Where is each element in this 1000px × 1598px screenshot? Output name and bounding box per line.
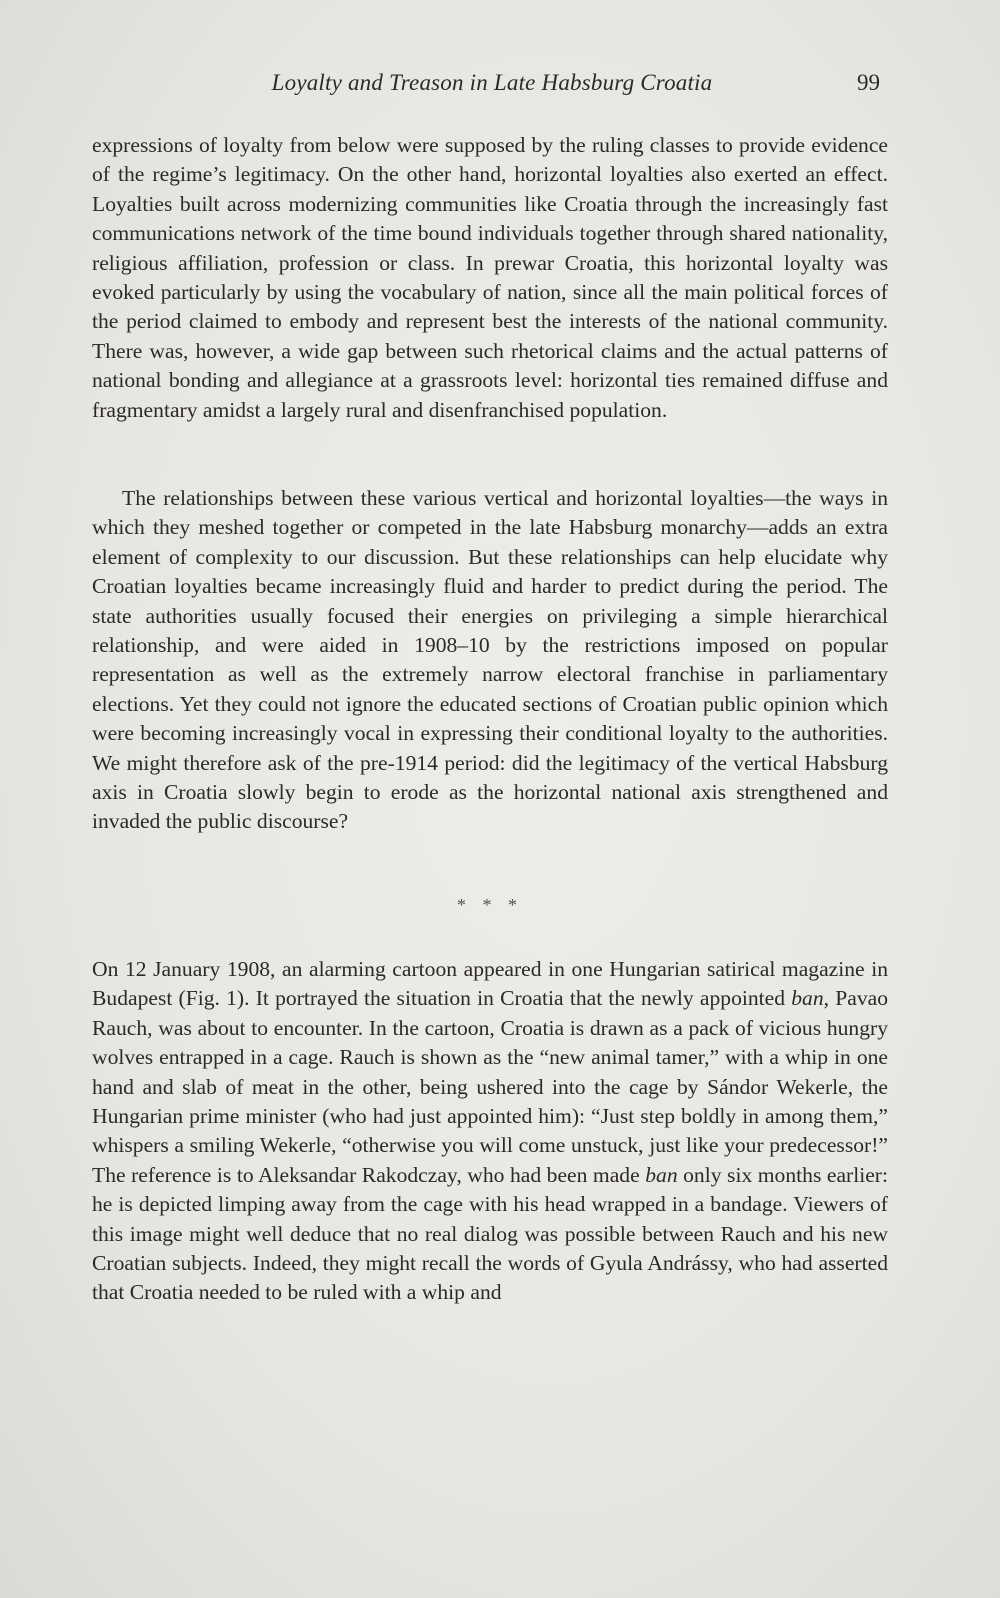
paragraph-3-part-c: , Pavao Rauch, was about to encounter. In the cartoon, Croatia is drawn as a pack of vicious hungry wolves entrapped in a cage. Rauch is shown as the “new animal tamer,” with a whip in one hand and slab of meat in the other, being ushered into the cage by Sándor Wekerle, the Hungarian prime minister (who had just appointed him): “Just step boldly in among them,” whispers a smiling Wekerle, “otherwise you will come unstuck, just like your predecessor!” The reference is to Aleksandar Rakodczay, who had been made [92, 986, 888, 1187]
paragraph-2: The relationships between these various vertical and horizontal loyalties—the ways in which they meshed together or competed in the late Habsburg monarchy—adds an extra element of complexity to our discussion. But these relationships can help elucidate why Croatian loyalties became increasingly fluid and harder to predict during the period. The state authorities usually focused their energies on privileging a simple hierarchical relationship, and were aided in 1908–10 by the restrictions imposed on popular representation as well as the extremely narrow electoral franchise in parliamentary elections. Yet they could not ignore the educated sections of Croatian public opinion which were becoming increasingly vocal in expressing their conditional loyalty to the authorities. We might therefore ask of the pre-1914 period: did the legitimacy of the vertical Habsburg axis in Croatia slowly begin to erode as the horizontal national axis strengthened and invaded the public discourse? [92, 486, 888, 834]
italic-term-ban: ban [791, 986, 824, 1011]
italic-term-ban-2: ban [645, 1162, 678, 1187]
paragraph-3-part-e: only six months earlier: he is depicted limping away from the cage with his head wrapped in a bandage. Viewers of this image might well deduce that no real dialog was possible between Rauch and his new Croatian subjects. Indeed, they might recall the words of Gyula Andrássy, who had asserted that Croatia needed to be ruled with a whip and [92, 1162, 888, 1305]
paragraph-1: expressions of loyalty from below were supposed by the ruling classes to provide evidence of the regime’s legitimacy. On the other hand, horizontal loyalties also exerted an effect. Loyalties built across modernizing communities like Croatia through the increasingly fast communications network of the time bound individuals together through shared nationality, religious affiliation, profession or class. In prewar Croatia, this horizontal loyalty was evoked particularly by using the vocabulary of nation, since all the main political forces of the period claimed to embody and represent best the interests of the national community. There was, however, a wide gap between such rhetorical claims and the actual patterns of national bonding and allegiance at a grassroots level: horizontal ties remained diffuse and fragmentary amidst a largely rural and disenfranchised population. [92, 133, 888, 422]
paragraph-3 [92, 955, 888, 1308]
paragraph-3-part-a: On 12 January 1908, an alarming cartoon appeared in one Hungarian satirical magazine in Budapest (Fig. 1). It portrayed the situation in Croatia that the newly appointed [92, 957, 888, 1011]
running-title: Loyalty and Treason in Late Habsburg Croatia [271, 70, 713, 95]
page-header [92, 70, 892, 102]
page-number: 99 [857, 70, 880, 95]
section-break: * * * [457, 895, 523, 915]
